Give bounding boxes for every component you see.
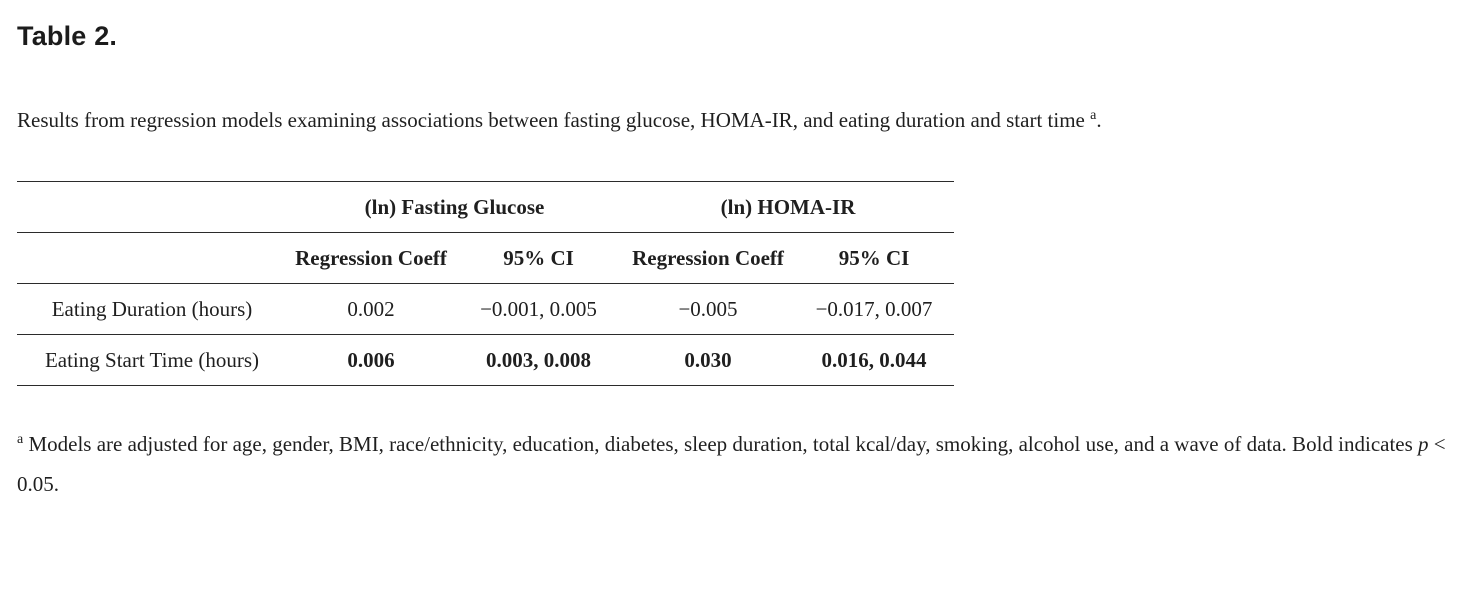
caption-text: Results from regression models examining associations between fasting glucose, HOMA-IR, and eating duration and start time: [17, 108, 1085, 132]
row-label-eating-start-time: Eating Start Time (hours): [17, 335, 287, 386]
table-title: Table 2.: [17, 21, 118, 51]
group-header-row: [17, 182, 954, 233]
corner-blank-cell: [17, 182, 287, 233]
regression-results-table: [17, 181, 954, 386]
column-header-ci-glucose: 95% CI: [455, 233, 622, 284]
row-label-blank-cell: [17, 233, 287, 284]
cell-glucose-ci-start-time: 0.003, 0.008: [455, 335, 622, 386]
caption-footnote-marker: a: [1090, 108, 1097, 123]
table-row-eating-duration: [17, 284, 954, 335]
column-header-regression-coeff-homa: Regression Coeff: [622, 233, 794, 284]
cell-homa-ci-duration: −0.017, 0.007: [794, 284, 954, 335]
table-row-eating-start-time: [17, 335, 954, 386]
footnote-text-after-p: < 0.05.: [17, 432, 1446, 496]
footnote-p-symbol: p: [1418, 432, 1429, 456]
column-header-row: [17, 233, 954, 284]
cell-glucose-coeff-start-time: 0.006: [287, 335, 455, 386]
table-caption: [17, 107, 1459, 133]
group-header-fasting-glucose: (ln) Fasting Glucose: [287, 182, 622, 233]
footnote-marker: a: [17, 432, 24, 447]
column-header-regression-coeff-glucose: Regression Coeff: [287, 233, 455, 284]
caption-suffix: .: [1096, 108, 1102, 132]
footnote-text: Models are adjusted for age, gender, BMI, race/ethnicity, education, diabetes, sleep duration, total kcal/day, smoking, alcohol use, and a wave of data. Bold indicates: [28, 432, 1419, 456]
cell-glucose-coeff-duration: 0.002: [287, 284, 455, 335]
cell-glucose-ci-duration: −0.001, 0.005: [455, 284, 622, 335]
cell-homa-ci-start-time: 0.016, 0.044: [794, 335, 954, 386]
column-header-ci-homa: 95% CI: [794, 233, 954, 284]
row-label-eating-duration: Eating Duration (hours): [17, 284, 287, 335]
cell-homa-coeff-start-time: 0.030: [622, 335, 794, 386]
cell-homa-coeff-duration: −0.005: [622, 284, 794, 335]
table-footnote: [17, 424, 1459, 504]
group-header-homa-ir: (ln) HOMA-IR: [622, 182, 954, 233]
